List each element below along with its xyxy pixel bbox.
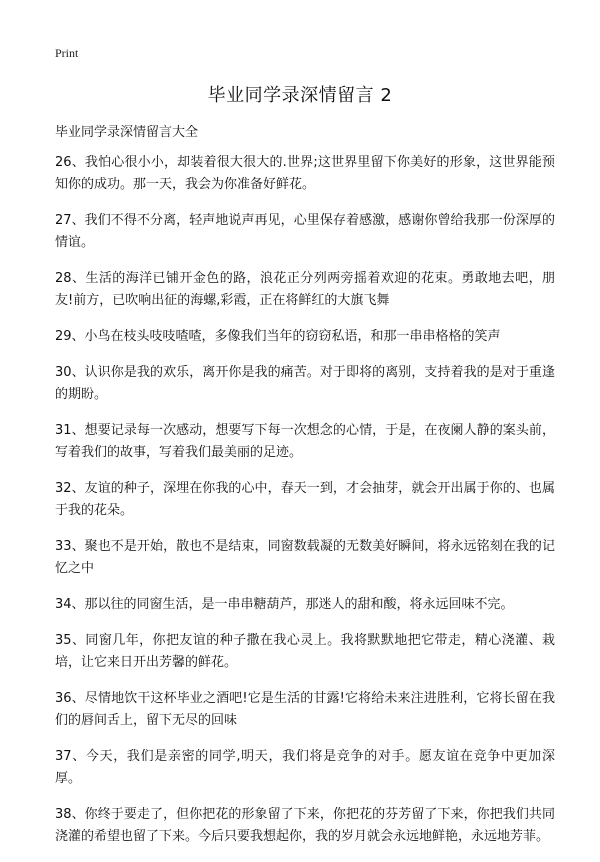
message-entry: 30、认识你是我的欢乐，离开你是我的痛苦。对于即将的离别，支持着我的是对于重逢的期盼。 [55,365,555,402]
page-title: 毕业同学录深情留言 2 [207,85,393,106]
message-entry: 36、尽情地饮干这杯毕业之酒吧!它是生活的甘露!它将给未来注进胜利，它将长留在我们的唇间舌上，留下无尽的回味 [55,691,555,728]
document-subtitle: 毕业同学录深情留言大全 [55,125,199,140]
message-entry: 26、我怕心很小小，却装着很大很大的.世界;这世界里留下你美好的形象，这世界能预知你的成功。那一天，我会为你准备好鲜花。 [55,155,555,192]
message-entry: 27、我们不得不分离，轻声地说声再见，心里保存着感激，感谢你曾给我那一份深厚的情谊。 [55,213,555,250]
message-entry: 34、那以往的同窗生活，是一串串糖葫芦，那迷人的甜和酸，将永远回味不完。 [55,597,514,612]
message-entry: 32、友谊的种子，深埋在你我的心中，春天一到，才会抽芽，就会开出属于你的、也属于我的花朵。 [55,481,555,518]
message-entry: 37、今天，我们是亲密的同学,明天，我们将是竞争的对手。愿友谊在竞争中更加深厚。 [55,749,555,786]
message-entry: 38、你终于要走了，但你把花的形象留了下来，你把花的芬芳留了下来，你把我们共同浇灌的希望也留了下来。今后只要我想起你，我的岁月就会永远地鲜艳，永远地芳菲。 [55,807,555,844]
message-entry: 31、想要记录每一次感动，想要写下每一次想念的心情，于是，在夜阑人静的案头前，写着我们的故事，写着我们最美丽的足迹。 [55,423,555,460]
message-entry: 28、生活的海洋已铺开金色的路，浪花正分列两旁摇着欢迎的花束。勇敢地去吧，朋友!前方，已吹响出征的海螺,彩霞，正在将鲜红的大旗飞舞 [55,271,555,308]
message-entry: 33、聚也不是开始，散也不是结束，同窗数载凝的无数美好瞬间，将永远铭刻在我的记忆之中 [55,539,555,576]
print-label: Print [55,46,79,60]
message-entry: 29、小鸟在枝头吱吱喳喳，多像我们当年的窃窃私语，和那一串串格格的笑声 [55,329,501,344]
message-entry: 35、同窗几年，你把友谊的种子撒在我心灵上。我将默默地把它带走，精心浇灌、栽培，让它来日开出芳馨的鲜花。 [55,633,555,670]
message-list [55,152,555,862]
